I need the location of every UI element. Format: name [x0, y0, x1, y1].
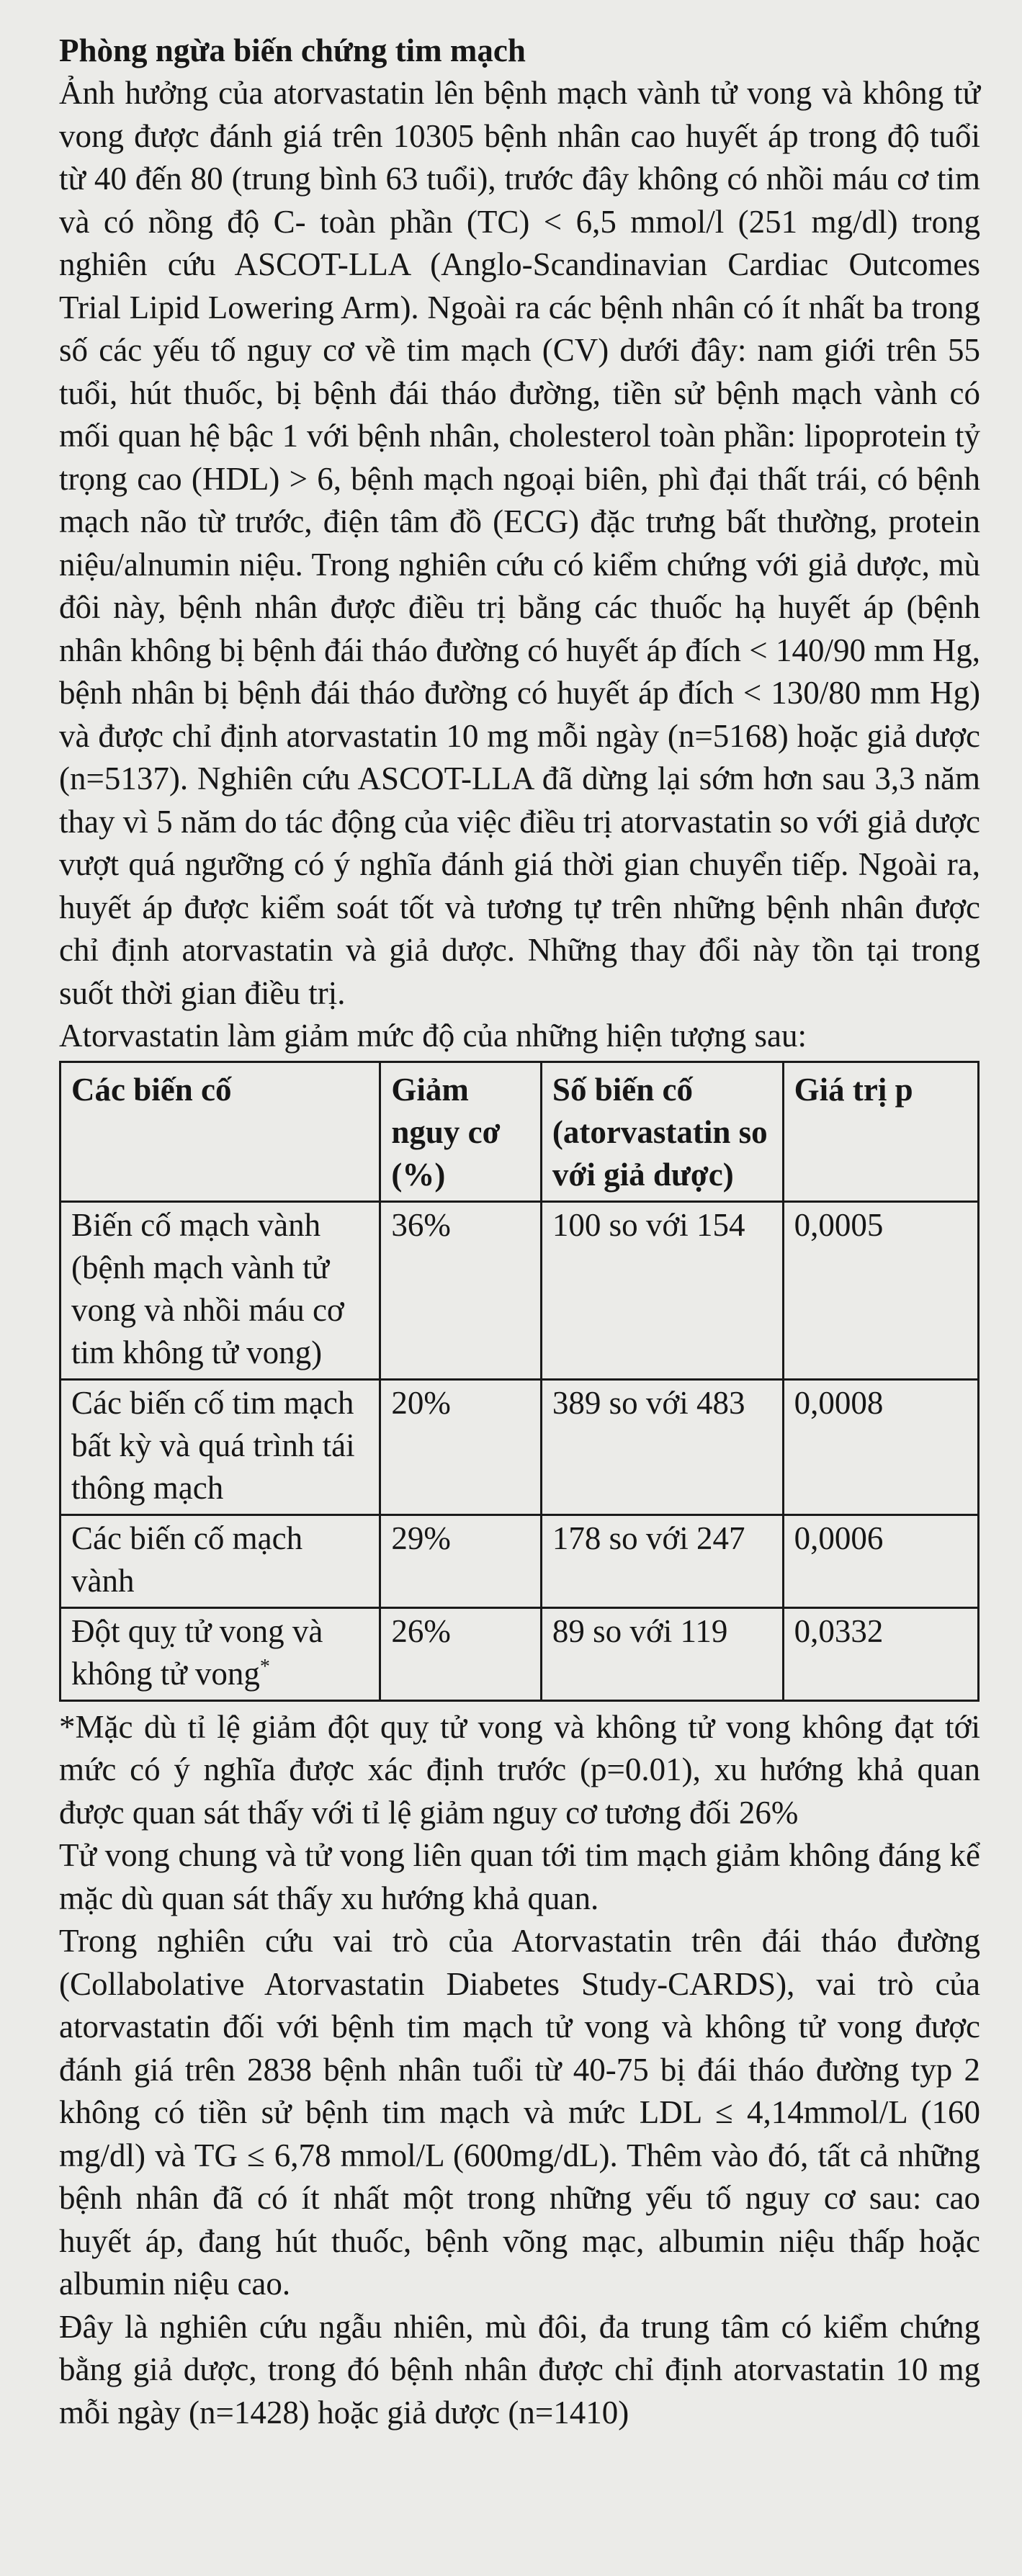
table-cell-event [60, 1607, 380, 1700]
table-cell-risk-reduction: 20% [380, 1379, 542, 1514]
table-header-row [60, 1062, 979, 1201]
table-cell-p-value: 0,0332 [783, 1607, 978, 1700]
header-events: Các biến cố [60, 1062, 380, 1201]
header-event-counts: Số biến cố (atorvastatin so với giả dược) [541, 1062, 783, 1201]
table-cell-event-counts: 89 so với 119 [541, 1607, 783, 1700]
section-heading: Phòng ngừa biến chứng tim mạch [59, 32, 526, 68]
table-row [60, 1379, 979, 1514]
paragraph-cards-design: Đây là nghiên cứu ngẫu nhiên, mù đôi, đa trung tâm có kiểm chứng bằng giả dược, trong đó bệnh nhân được chỉ định atorvastatin 10 mg mỗi ngày (n=1428) hoặc giả dược (n=1410) [59, 2308, 980, 2431]
table-cell-event-counts: 100 so với 154 [541, 1201, 783, 1379]
table-cell-p-value: 0,0006 [783, 1514, 978, 1607]
table-row [60, 1201, 979, 1379]
table-cell-event-counts: 178 so với 247 [541, 1514, 783, 1607]
table-cell-event-counts: 389 so với 483 [541, 1379, 783, 1514]
table-cell-risk-reduction: 36% [380, 1201, 542, 1379]
table-cell-event: Các biến cố mạch vành [60, 1514, 380, 1607]
table-cell-risk-reduction: 26% [380, 1607, 542, 1700]
header-risk-reduction: Giảm nguy cơ (%) [380, 1062, 542, 1201]
table-cell-event: Các biến cố tim mạch bất kỳ và quá trình tái thông mạch [60, 1379, 380, 1514]
table-footnote: *Mặc dù tỉ lệ giảm đột quỵ tử vong và không tử vong không đạt tới mức có ý nghĩa được xác định trước (p=0.01), xu hướng khả quan được quan sát thấy với tỉ lệ giảm nguy cơ tương đối 26% [59, 1708, 980, 1831]
paragraph-ascot-intro: Ảnh hưởng của atorvastatin lên bệnh mạch vành tử vong và không tử vong được đánh giá trên 10305 bệnh nhân cao huyết áp trong độ tuổi từ 40 đến 80 (trung bình 63 tuổi), trước đây không có nhồi máu cơ tim và có nồng độ C- toàn phần (TC) < 6,5 mmol/l (251 mg/dl) trong nghiên cứu ASCOT-LLA (Anglo-Scandinavian Cardiac Outcomes Trial Lipid Lowering Arm). Ngoài ra các bệnh nhân có ít nhất ba trong số các yếu tố nguy cơ về tim mạch (CV) dưới đây: nam giới trên 55 tuổi, hút thuốc, bị bệnh đái tháo đường, tiền sử bệnh mạch vành có mối quan hệ bậc 1 với bệnh nhân, cholesterol toàn phần: lipoprotein tỷ trọng cao (HDL) > 6, bệnh mạch ngoại biên, phì đại thất trái, có bệnh mạch não từ trước, điện tâm đồ (ECG) đặc trưng bất thường, protein niệu/alnumin niệu. Trong nghiên cứu có kiểm chứng với giả dược, mù đôi này, bệnh nhân được điều trị bằng các thuốc hạ huyết áp (bệnh nhân không bị bệnh đái tháo đường có huyết áp đích < 140/90 mm Hg, bệnh nhân bị bệnh đái tháo đường có huyết áp đích < 130/80 mm Hg) và được chỉ định atorvastatin 10 mg mỗi ngày (n=5168) hoặc giả dược (n=5137). Nghiên cứu ASCOT-LLA đã dừng lại sớm hơn sau 3,3 năm thay vì 5 năm do tác động của việc điều trị atorvastatin so với giả dược vượt quá ngưỡng có ý nghĩa đánh giá thời gian chuyển tiếp. Ngoài ra, huyết áp được kiểm soát tốt và tương tự trên những bệnh nhân được chỉ định atorvastatin và giả dược. Những thay đổi này tồn tại trong suốt thời gian điều trị. [59, 75, 980, 1011]
table-cell-p-value: 0,0008 [783, 1379, 978, 1514]
table-cell-p-value: 0,0005 [783, 1201, 978, 1379]
table-cell-event: Biến cố mạch vành (bệnh mạch vành tử vong và nhồi máu cơ tim không tử vong) [60, 1201, 380, 1379]
paragraph-cards-study: Trong nghiên cứu vai trò của Atorvastatin trên đái tháo đường (Collabolative Atorvastatin Diabetes Study-CARDS), vai trò của atorvastatin đối với bệnh tim mạch tử vong và không tử vong được đánh giá trên 2838 bệnh nhân tuổi từ 40-75 bị đái tháo đường typ 2 không có tiền sử bệnh tim mạch và mức LDL ≤ 4,14mmol/L (160 mg/dl) và TG ≤ 6,78 mmol/L (600mg/dL). Thêm vào đó, tất cả những bệnh nhân đã có ít nhất một trong những yếu tố nguy cơ sau: cao huyết áp, đang hút thuốc, bệnh võng mạc, albumin niệu thấp hoặc albumin niệu cao. [59, 1923, 980, 2302]
outcomes-table-wrapper [59, 1061, 980, 1702]
table-row [60, 1514, 979, 1607]
paragraph-mortality: Tử vong chung và tử vong liên quan tới tim mạch giảm không đáng kể mặc dù quan sát thấy xu hướng khả quan. [59, 1837, 980, 1916]
table-cell-risk-reduction: 29% [380, 1514, 542, 1607]
footnote-marker: * [259, 1655, 270, 1678]
stroke-event-label: Đột quỵ tử vong và không tử vong [71, 1612, 323, 1692]
outcomes-table [59, 1061, 980, 1702]
table-row [60, 1607, 979, 1700]
header-p-value: Giá trị p [783, 1062, 978, 1201]
paragraph-table-intro: Atorvastatin làm giảm mức độ của những hiện tượng sau: [59, 1018, 807, 1054]
